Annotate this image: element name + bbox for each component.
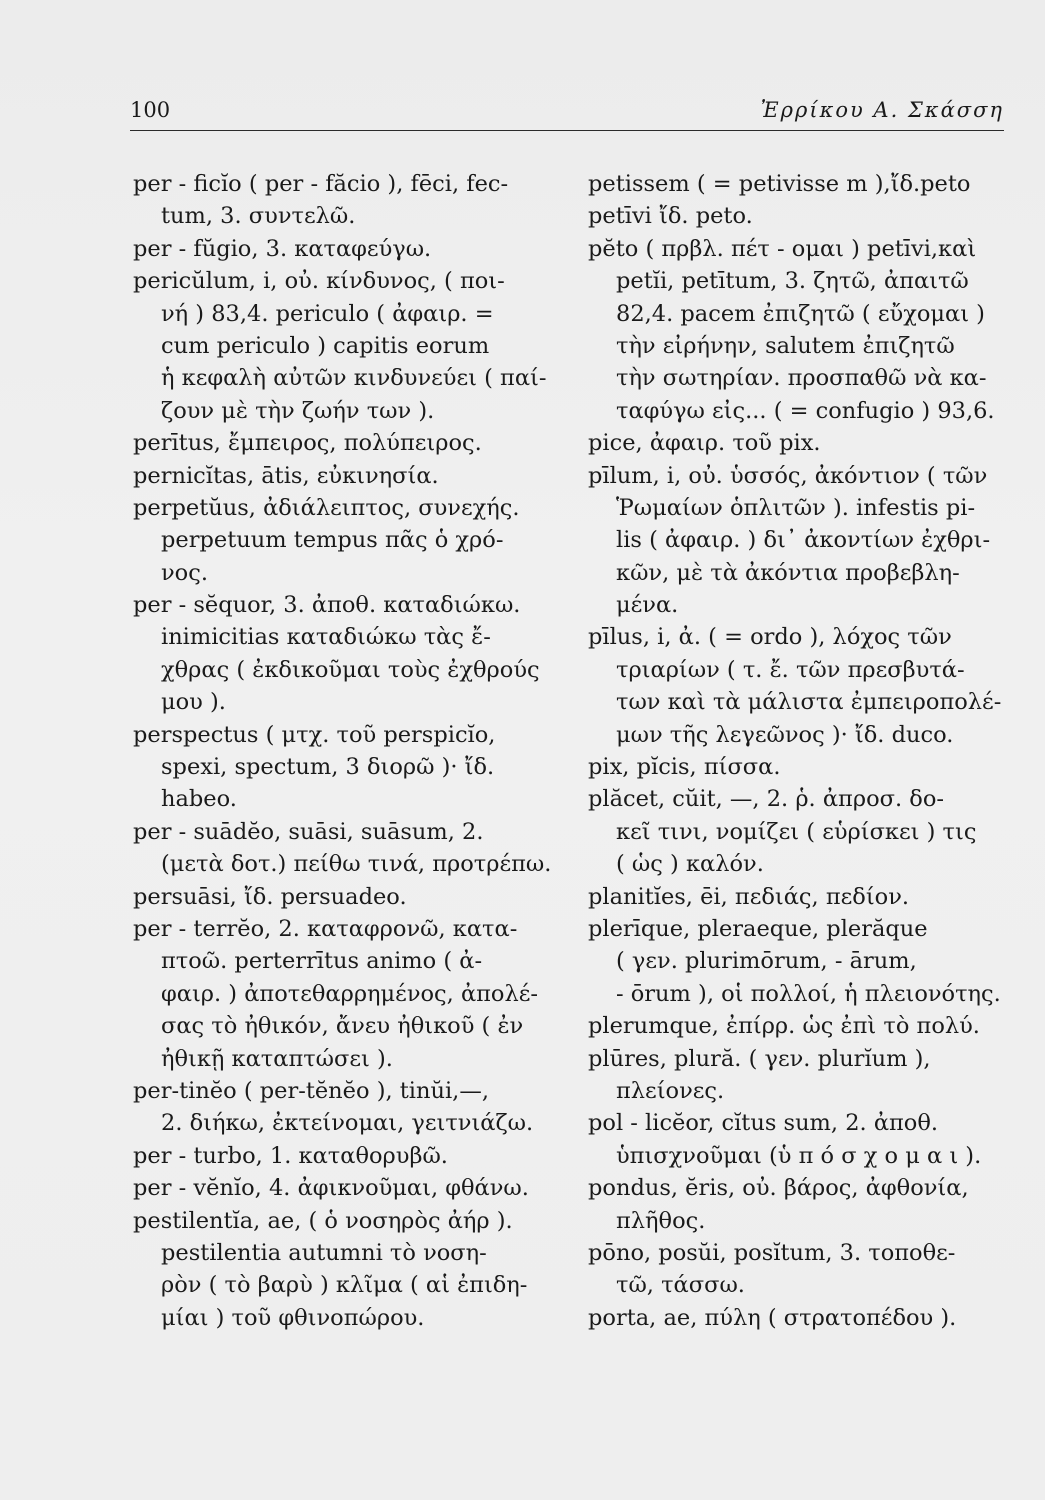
entry-line: πτοῶ. perterrītus animo ( ἀ- bbox=[161, 948, 483, 975]
entry-line: per - turbo, 1. καταθορυβῶ. bbox=[133, 1142, 448, 1169]
entry-line: lis ( ἀφαιρ. ) δι᾽ ἀκοντίων ἐχθρι- bbox=[616, 527, 991, 554]
entry-line: τριαρίων ( τ. ἔ. τῶν πρεσβυτά- bbox=[616, 656, 965, 683]
entry-line: perītus, ἔμπειρος, πολύπειρος. bbox=[133, 430, 482, 457]
entry-line: κῶν, μὲ τὰ ἀκόντια προβεβλη- bbox=[616, 559, 960, 586]
entry-line: pĕto ( πρβλ. πέτ - ομαι ) petīvi,καὶ bbox=[588, 235, 977, 262]
entry-line: pol - licĕor, cĭtus sum, 2. ἀποθ. bbox=[588, 1110, 939, 1137]
entry-line: μένα. bbox=[616, 592, 679, 619]
entry-line: pice, ἀφαιρ. τοῦ pix. bbox=[588, 430, 821, 457]
entry-line: pīlum, i, οὐ. ὑσσός, ἀκόντιον ( τῶν bbox=[588, 462, 988, 489]
right-column bbox=[588, 168, 1008, 1334]
entry-line: μου ). bbox=[161, 689, 226, 716]
entry-line: pix, pĭcis, πίσσα. bbox=[588, 754, 781, 781]
entry-line: pestilentia autumni τὸ νοση- bbox=[161, 1239, 487, 1266]
entry-line: habeo. bbox=[161, 786, 237, 813]
entry-line: per - suādĕo, suāsi, suāsum, 2. bbox=[133, 818, 484, 845]
entry-line: τὴν εἰρήνην, salutem ἐπιζητῶ bbox=[616, 332, 955, 359]
entry-line: pernicĭtas, ātis, εὐκινησία. bbox=[133, 462, 439, 489]
entry-line: persuāsi, ἴδ. persuadeo. bbox=[133, 883, 407, 910]
entry-line: perpetuum tempus πᾶς ὁ χρό- bbox=[161, 527, 504, 554]
entry-line: pestilentĭa, ae, ( ὁ νοσηρὸς ἀήρ ). bbox=[133, 1207, 513, 1234]
entry-line: τὴν σωτηρίαν. προσπαθῶ νὰ κα- bbox=[616, 365, 987, 392]
entry-line: plerīque, pleraeque, plerăque bbox=[588, 915, 928, 942]
entry-line: ἡ κεφαλὴ αὐτῶν κινδυνεύει ( παί- bbox=[161, 365, 547, 392]
entry-line: spexi, spectum, 3 διορῶ )· ἴδ. bbox=[161, 754, 495, 781]
entry-line: των καὶ τὰ μάλιστα ἐμπειροπολέ- bbox=[616, 689, 1002, 716]
entry-line: (μετὰ δοτ.) πείθω τινά, προτρέπω. bbox=[161, 851, 552, 878]
entry-line: per - fŭgio, 3. καταφεύγω. bbox=[133, 235, 432, 262]
entry-line: ( ὡς ) καλόν. bbox=[616, 851, 764, 878]
entry-line: perspectus ( μτχ. τοῦ perspicĭo, bbox=[133, 721, 496, 748]
entry-line: 2. διήκω, ἐκτείνομαι, γειτνιάζω. bbox=[161, 1110, 534, 1137]
entry-line: petĭi, petītum, 3. ζητῶ, ἀπαιτῶ bbox=[616, 268, 969, 295]
entry-line: νή ) 83,4. periculo ( ἀφαιρ. = bbox=[161, 300, 494, 327]
entry-line: ἠθικῇ καταπτώσει ). bbox=[161, 1045, 393, 1072]
entry-line: ρὸν ( τὸ βαρὺ ) κλῖμα ( αἱ ἐπιδη- bbox=[161, 1272, 528, 1299]
entry-line: inimicitias καταδιώκω τὰς ἔ- bbox=[161, 624, 491, 651]
entry-line: perpetŭus, ἀδιάλειπτος, συνεχής. bbox=[133, 494, 520, 521]
entry-line: Ῥωμαίων ὁπλιτῶν ). infestis pi- bbox=[616, 494, 976, 521]
entry-line: plăcet, cŭit, —, 2. ῥ. ἀπροσ. δο- bbox=[588, 786, 944, 813]
entry-line: ταφύγω εἰς... ( = confugio ) 93,6. bbox=[616, 397, 995, 424]
entry-line: ζουν μὲ τὴν ζωήν των ). bbox=[161, 397, 435, 424]
entry-line: νος. bbox=[161, 559, 208, 586]
entry-line: χθρας ( ἐκδικοῦμαι τοὺς ἐχθρούς bbox=[161, 656, 540, 683]
entry-line: petīvi ἴδ. peto. bbox=[588, 203, 753, 230]
page-number: 100 bbox=[130, 98, 171, 122]
entry-line: φαιρ. ) ἀποτεθαρρημένος, ἀπολέ- bbox=[161, 980, 538, 1007]
entry-line: plerumque, ἐπίρρ. ὡς ἐπὶ τὸ πολύ. bbox=[588, 1013, 980, 1040]
entry-line: pondus, ĕris, οὐ. βάρος, ἀφθονία, bbox=[588, 1175, 969, 1202]
entry-line: plūres, plură. ( γεν. plurĭum ), bbox=[588, 1045, 931, 1072]
entry-line: per - ficĭo ( per - făcio ), fēci, fec- bbox=[133, 171, 509, 197]
entry-line: πλείονες. bbox=[616, 1077, 725, 1104]
entry-line: ( γεν. plurimōrum, - ārum, bbox=[616, 948, 917, 975]
entry-line: σας τὸ ἠθικόν, ἄνευ ἠθικοῦ ( ἐν bbox=[161, 1013, 524, 1040]
entry-line: 82,4. pacem ἐπιζητῶ ( εὔχομαι ) bbox=[616, 300, 985, 327]
entry-line: tum, 3. συντελῶ. bbox=[161, 203, 356, 230]
left-column bbox=[133, 168, 563, 1334]
page-header bbox=[130, 96, 1004, 131]
entry-line: μίαι ) τοῦ φθινοπώρου. bbox=[161, 1304, 425, 1331]
entry-line: - ōrum ), οἱ πολλοί, ἡ πλειονότης. bbox=[616, 980, 1001, 1007]
entry-line: per - sĕquor, 3. ἀποθ. καταδιώκω. bbox=[133, 592, 521, 619]
entry-line: cum periculo ) capitis eorum bbox=[161, 332, 490, 359]
entry-line: τῶ, τάσσω. bbox=[616, 1272, 745, 1299]
entry-line: pōno, posŭi, posĭtum, 3. τοποθε- bbox=[588, 1239, 956, 1266]
entry-line: ὑπισχνοῦμαι (ὑ π ό σ χ ο μ α ι ). bbox=[616, 1142, 982, 1169]
entry-line: planitĭes, ēi, πεδιάς, πεδίον. bbox=[588, 883, 910, 910]
running-title: Ἐρρίκου Α. Σκάσση bbox=[760, 98, 1004, 122]
entry-line: pīlus, i, ἀ. ( = ordo ), λόχος τῶν bbox=[588, 624, 952, 651]
entry-line: κεῖ τινι, νομίζει ( εὑρίσκει ) τις bbox=[616, 818, 977, 845]
entry-line: per - vĕnĭo, 4. ἀφικνοῦμαι, φθάνω. bbox=[133, 1175, 529, 1202]
entry-line: μων τῆς λεγεῶνος )· ἴδ. duco. bbox=[616, 721, 954, 748]
entry-line: porta, ae, πύλη ( στρατοπέδου ). bbox=[588, 1304, 957, 1331]
entry-line: pericŭlum, i, οὐ. κίνδυνος, ( ποι- bbox=[133, 268, 505, 295]
entry-line: per-tinĕo ( per-tĕnĕo ), tinŭi,—, bbox=[133, 1077, 489, 1104]
entry-line: per - terrĕo, 2. καταφρονῶ, κατα- bbox=[133, 915, 518, 942]
entry-line: πλῆθος. bbox=[616, 1207, 706, 1234]
entry-line: petissem ( = petivisse m ),ἴδ.peto bbox=[588, 171, 971, 197]
